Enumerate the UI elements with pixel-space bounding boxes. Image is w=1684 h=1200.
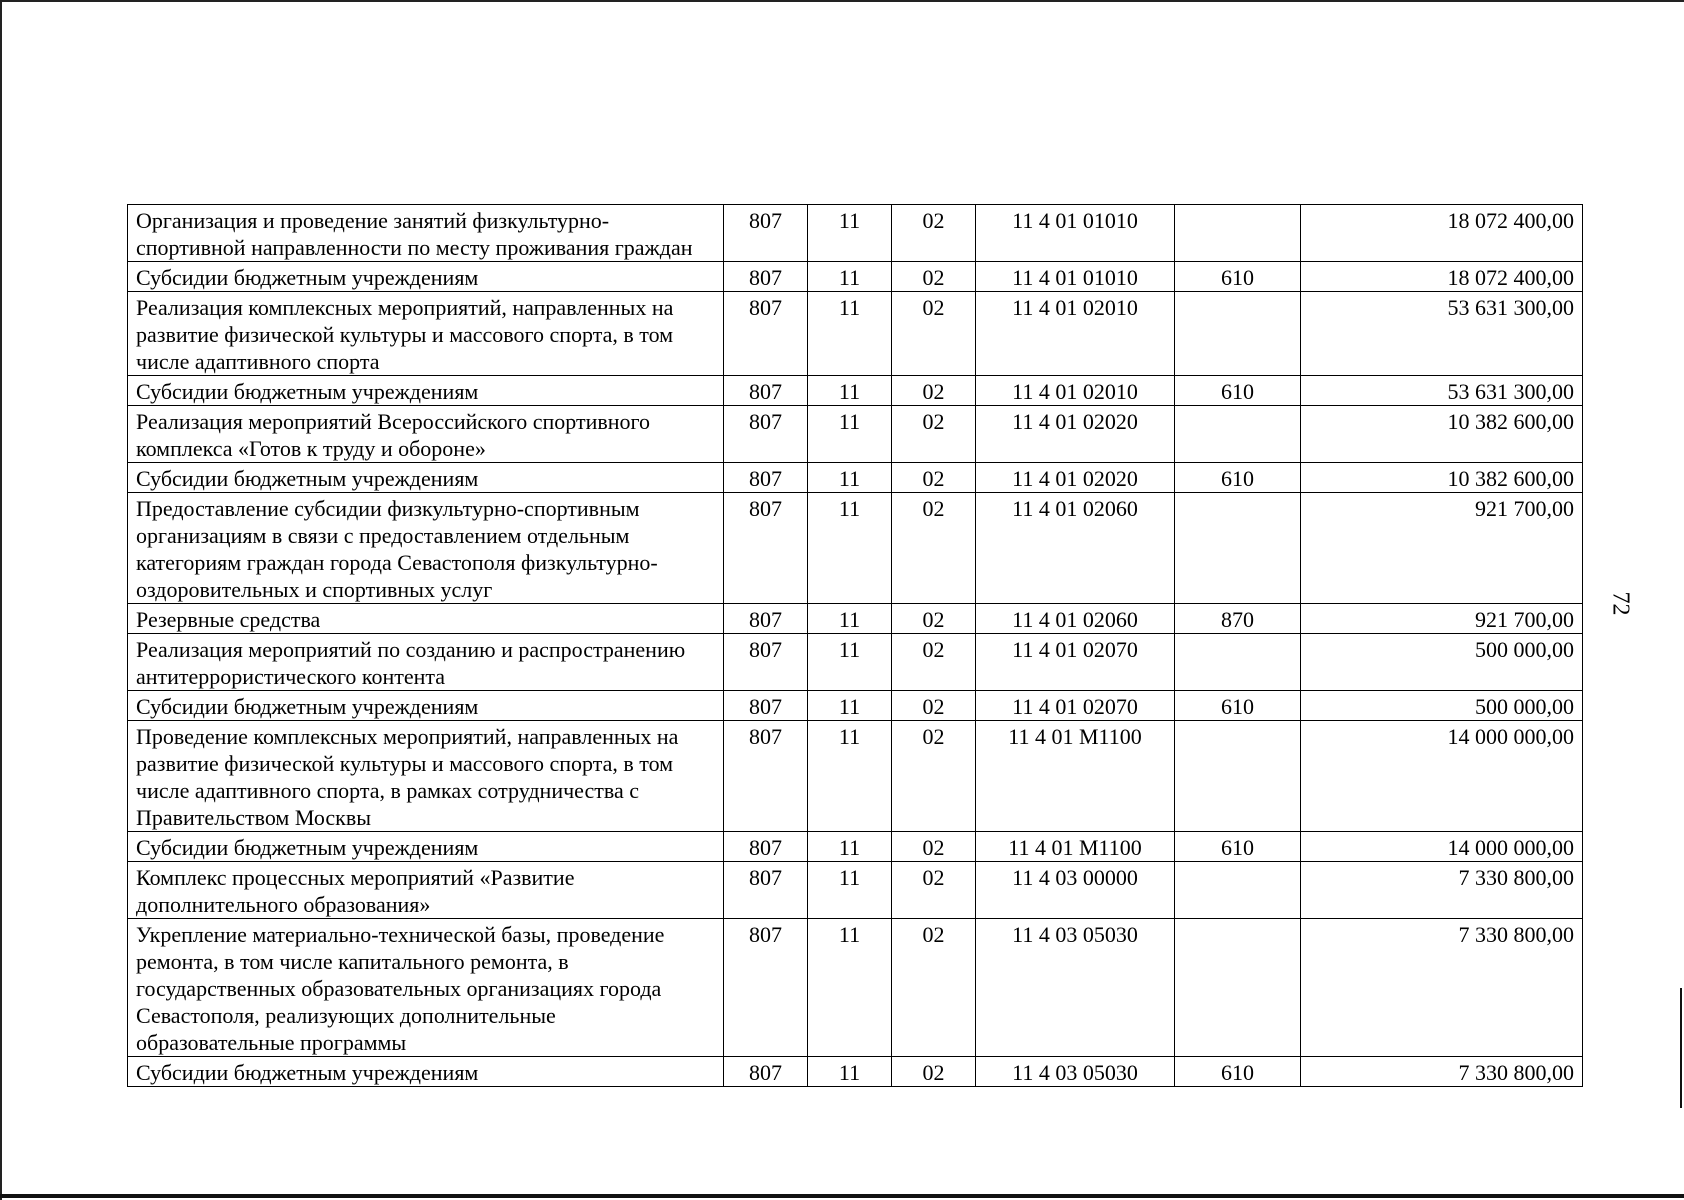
subsection-code-cell: 02 (892, 292, 976, 376)
expense-type-cell: 610 (1175, 463, 1301, 493)
subsection-code-cell: 02 (892, 205, 976, 262)
target-article-cell: 11 4 01 02060 (976, 604, 1175, 634)
amount-cell: 10 382 600,00 (1301, 406, 1583, 463)
subsection-code-cell: 02 (892, 262, 976, 292)
expense-type-cell (1175, 634, 1301, 691)
department-code-cell: 807 (724, 493, 808, 604)
section-code-cell: 11 (808, 406, 892, 463)
page-border-bottom (0, 1194, 1684, 1198)
target-article-cell: 11 4 03 05030 (976, 1057, 1175, 1087)
table-row (128, 634, 1583, 691)
budget-table (127, 204, 1583, 1087)
section-code-cell: 11 (808, 376, 892, 406)
department-code-cell: 807 (724, 832, 808, 862)
amount-cell: 18 072 400,00 (1301, 262, 1583, 292)
amount-cell: 53 631 300,00 (1301, 376, 1583, 406)
table-row (128, 919, 1583, 1057)
department-code-cell: 807 (724, 205, 808, 262)
subsection-code-cell: 02 (892, 1057, 976, 1087)
section-code-cell: 11 (808, 862, 892, 919)
target-article-cell: 11 4 03 00000 (976, 862, 1175, 919)
section-code-cell: 11 (808, 919, 892, 1057)
department-code-cell: 807 (724, 376, 808, 406)
expense-type-cell: 610 (1175, 262, 1301, 292)
amount-cell: 500 000,00 (1301, 691, 1583, 721)
expense-type-cell: 610 (1175, 376, 1301, 406)
table-row (128, 862, 1583, 919)
table-row (128, 262, 1583, 292)
subsection-code-cell: 02 (892, 604, 976, 634)
section-code-cell: 11 (808, 691, 892, 721)
department-code-cell: 807 (724, 691, 808, 721)
section-code-cell: 11 (808, 721, 892, 832)
department-code-cell: 807 (724, 862, 808, 919)
department-code-cell: 807 (724, 634, 808, 691)
amount-cell: 10 382 600,00 (1301, 463, 1583, 493)
expense-name-cell: Субсидии бюджетным учреждениям (128, 376, 724, 406)
department-code-cell: 807 (724, 262, 808, 292)
target-article-cell: 11 4 01 02020 (976, 463, 1175, 493)
subsection-code-cell: 02 (892, 832, 976, 862)
expense-type-cell: 610 (1175, 1057, 1301, 1087)
department-code-cell: 807 (724, 463, 808, 493)
expense-type-cell (1175, 919, 1301, 1057)
department-code-cell: 807 (724, 604, 808, 634)
amount-cell: 18 072 400,00 (1301, 205, 1583, 262)
expense-name-cell: Резервные средства (128, 604, 724, 634)
section-code-cell: 11 (808, 634, 892, 691)
table-row (128, 292, 1583, 376)
expense-name-cell: Комплекс процессных мероприятий «Развитие дополнительного образования» (128, 862, 724, 919)
expense-name-cell: Реализация комплексных мероприятий, направленных на развитие физической культуры и массового спорта, в том числе адаптивного спорта (128, 292, 724, 376)
expense-name-cell: Субсидии бюджетным учреждениям (128, 463, 724, 493)
target-article-cell: 11 4 01 02010 (976, 376, 1175, 406)
subsection-code-cell: 02 (892, 376, 976, 406)
subsection-code-cell: 02 (892, 406, 976, 463)
target-article-cell: 11 4 01 02020 (976, 406, 1175, 463)
table-row (128, 493, 1583, 604)
page-number: 72 (1607, 591, 1634, 616)
expense-type-cell: 610 (1175, 832, 1301, 862)
amount-cell: 53 631 300,00 (1301, 292, 1583, 376)
section-code-cell: 11 (808, 832, 892, 862)
table-row (128, 832, 1583, 862)
section-code-cell: 11 (808, 292, 892, 376)
expense-type-cell (1175, 205, 1301, 262)
expense-name-cell: Субсидии бюджетным учреждениям (128, 262, 724, 292)
expense-type-cell (1175, 493, 1301, 604)
amount-cell: 921 700,00 (1301, 493, 1583, 604)
budget-table-body (128, 205, 1583, 1087)
target-article-cell: 11 4 01 01010 (976, 262, 1175, 292)
expense-name-cell: Реализация мероприятий Всероссийского спортивного комплекса «Готов к труду и обороне» (128, 406, 724, 463)
expense-type-cell: 610 (1175, 691, 1301, 721)
page-border-top (0, 0, 1684, 2)
table-row (128, 463, 1583, 493)
section-code-cell: 11 (808, 604, 892, 634)
scan-edge-mark (1680, 988, 1682, 1108)
table-row (128, 205, 1583, 262)
page-border-left (0, 0, 2, 1200)
table-row (128, 376, 1583, 406)
target-article-cell: 11 4 01 02070 (976, 634, 1175, 691)
expense-name-cell: Реализация мероприятий по созданию и распространению антитеррористического контента (128, 634, 724, 691)
subsection-code-cell: 02 (892, 634, 976, 691)
department-code-cell: 807 (724, 406, 808, 463)
department-code-cell: 807 (724, 721, 808, 832)
expense-name-cell: Укрепление материально-технической базы, проведение ремонта, в том числе капитального ремонта, в государственных образовательных организациях города Севастополя, реализующих дополнительные образовательные программы (128, 919, 724, 1057)
amount-cell: 921 700,00 (1301, 604, 1583, 634)
expense-name-cell: Организация и проведение занятий физкультурно-спортивной направленности по месту проживания граждан (128, 205, 724, 262)
expense-type-cell (1175, 862, 1301, 919)
amount-cell: 7 330 800,00 (1301, 862, 1583, 919)
table-row (128, 721, 1583, 832)
amount-cell: 500 000,00 (1301, 634, 1583, 691)
expense-type-cell (1175, 406, 1301, 463)
section-code-cell: 11 (808, 1057, 892, 1087)
amount-cell: 14 000 000,00 (1301, 721, 1583, 832)
amount-cell: 14 000 000,00 (1301, 832, 1583, 862)
department-code-cell: 807 (724, 919, 808, 1057)
section-code-cell: 11 (808, 463, 892, 493)
target-article-cell: 11 4 01 01010 (976, 205, 1175, 262)
table-row (128, 604, 1583, 634)
target-article-cell: 11 4 01 М1100 (976, 832, 1175, 862)
target-article-cell: 11 4 03 05030 (976, 919, 1175, 1057)
department-code-cell: 807 (724, 292, 808, 376)
section-code-cell: 11 (808, 205, 892, 262)
section-code-cell: 11 (808, 262, 892, 292)
expense-name-cell: Субсидии бюджетным учреждениям (128, 1057, 724, 1087)
target-article-cell: 11 4 01 02060 (976, 493, 1175, 604)
expense-type-cell: 870 (1175, 604, 1301, 634)
target-article-cell: 11 4 01 02070 (976, 691, 1175, 721)
expense-type-cell (1175, 721, 1301, 832)
expense-name-cell: Предоставление субсидии физкультурно-спортивным организациям в связи с предоставлением отдельным категориям граждан города Севастополя физкультурно-оздоровительных и спортивных услуг (128, 493, 724, 604)
expense-type-cell (1175, 292, 1301, 376)
subsection-code-cell: 02 (892, 919, 976, 1057)
amount-cell: 7 330 800,00 (1301, 919, 1583, 1057)
target-article-cell: 11 4 01 02010 (976, 292, 1175, 376)
table-row (128, 691, 1583, 721)
subsection-code-cell: 02 (892, 862, 976, 919)
expense-name-cell: Субсидии бюджетным учреждениям (128, 832, 724, 862)
target-article-cell: 11 4 01 М1100 (976, 721, 1175, 832)
subsection-code-cell: 02 (892, 463, 976, 493)
table-row (128, 1057, 1583, 1087)
department-code-cell: 807 (724, 1057, 808, 1087)
amount-cell: 7 330 800,00 (1301, 1057, 1583, 1087)
expense-name-cell: Проведение комплексных мероприятий, направленных на развитие физической культуры и массового спорта, в том числе адаптивного спорта, в рамках сотрудничества с Правительством Москвы (128, 721, 724, 832)
expense-name-cell: Субсидии бюджетным учреждениям (128, 691, 724, 721)
subsection-code-cell: 02 (892, 493, 976, 604)
section-code-cell: 11 (808, 493, 892, 604)
subsection-code-cell: 02 (892, 721, 976, 832)
subsection-code-cell: 02 (892, 691, 976, 721)
table-row (128, 406, 1583, 463)
